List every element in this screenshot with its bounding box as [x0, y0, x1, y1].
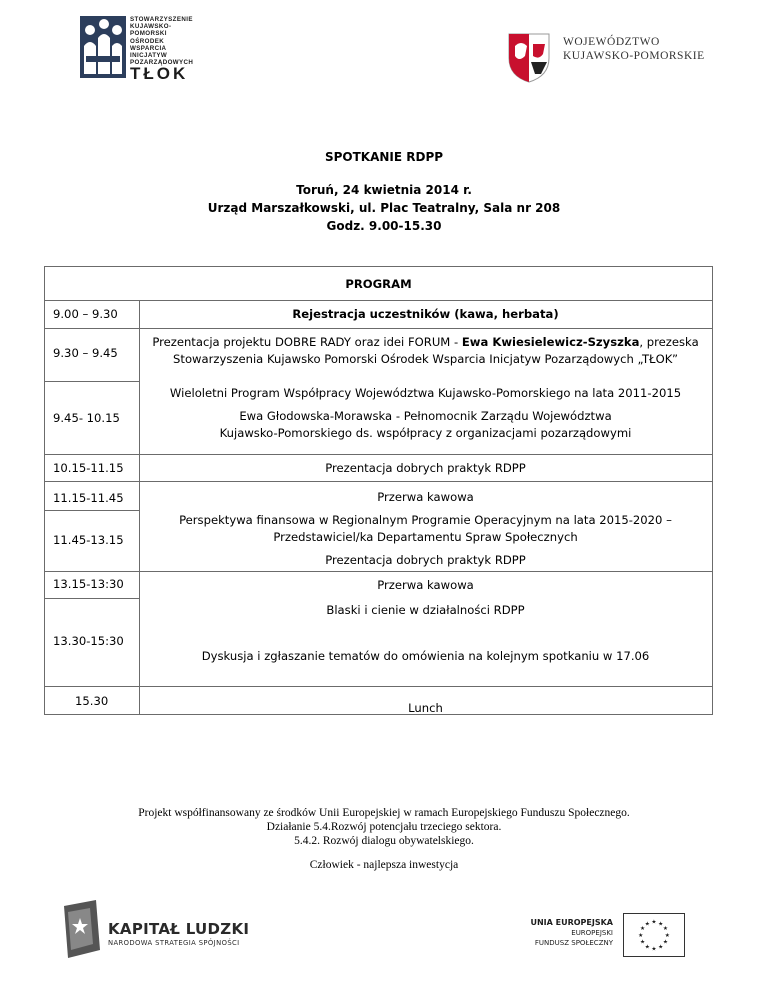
row-time: 11.15-11.45: [53, 491, 124, 505]
svg-text:★: ★: [639, 939, 646, 946]
region-crest-icon: [505, 32, 553, 84]
meta-date: Toruń, 24 kwietnia 2014 r.: [296, 183, 472, 197]
eu-logo-text: [530, 918, 613, 948]
tlok-logo-mark: [80, 16, 126, 78]
kapital-ludzki-title: KAPITAŁ LUDZKI: [108, 920, 250, 938]
row-text: Kujawsko-Pomorskiego ds. współpracy z organizacjami pozarządowymi: [219, 426, 632, 440]
svg-text:★: ★: [658, 921, 664, 928]
row-time: 9.30 – 9.45: [53, 346, 118, 360]
row-text: [139, 334, 712, 350]
row-time: 10.15-11.15: [53, 461, 124, 475]
region-logo-text: [563, 35, 705, 63]
table-rule: [45, 686, 712, 687]
program-table: [44, 266, 713, 715]
footer-line: 5.4.2. Rozwój dialogu obywatelskiego.: [294, 835, 474, 847]
svg-text:★: ★: [664, 932, 670, 939]
row-text: Lunch: [408, 701, 443, 715]
tlok-name: TŁOK: [130, 64, 189, 83]
table-rule: [45, 510, 139, 511]
tlok-logo-text: [130, 16, 193, 66]
tlok-line: STOWARZYSZENIE: [130, 16, 193, 23]
tlok-line: KUJAWSKO-: [130, 23, 172, 31]
table-rule: [45, 300, 712, 301]
svg-text:★: ★: [644, 921, 650, 928]
row-text: Przedstawiciel/ka Departamentu Spraw Społecznych: [273, 530, 578, 544]
row-text: Przerwa kawowa: [377, 490, 474, 504]
table-rule: [45, 328, 712, 329]
eu-logo: [525, 913, 685, 961]
row-text: Ewa Głodowska-Morawska - Pełnomocnik Zarządu Województwa: [239, 409, 612, 423]
svg-text:★: ★: [638, 932, 644, 939]
eu-logo-line: EUROPEJSKI: [571, 929, 613, 937]
tlok-line: INICJATYW: [130, 52, 168, 60]
footer-line: Projekt współfinansowany ze środków Unii Europejskiej w ramach Europejskiego Funduszu Społecznego.: [138, 807, 630, 819]
region-logo-line: WOJEWÓDZTWO: [563, 36, 660, 48]
kapital-ludzki-flag-icon: [60, 900, 104, 960]
table-rule: [45, 381, 139, 382]
row-text-part: , prezeska: [639, 335, 699, 349]
tlok-line: OŚRODEK: [130, 37, 165, 45]
row-time: 11.45-13.15: [53, 533, 124, 547]
eu-logo-line: UNIA EUROPEJSKA: [530, 918, 613, 927]
tlok-line: POZARZĄDOWYCH: [130, 59, 194, 67]
svg-text:★: ★: [639, 926, 646, 933]
row-time: 9.45- 10.15: [53, 411, 120, 425]
row-text-speaker: Ewa Kwiesielewicz-Szyszka: [461, 335, 640, 349]
row-time: 13.30-15:30: [53, 634, 124, 648]
region-logo-line: KUJAWSKO-POMORSKIE: [563, 50, 705, 62]
eu-logo-line: FUNDUSZ SPOŁECZNY: [534, 939, 613, 947]
row-text: Stowarzyszenia Kujawsko Pomorski Ośrodek Wsparcia Inicjatyw Pozarządowych „TŁOK”: [173, 352, 678, 366]
row-text: Wieloletni Program Współpracy Województwa Kujawsko-Pomorskiego na lata 2011-2015: [169, 386, 682, 400]
footer-slogan: Człowiek - najlepsza inwestycja: [309, 859, 459, 871]
svg-text:★: ★: [662, 926, 669, 933]
row-text: Prezentacja dobrych praktyk RDPP: [325, 553, 526, 567]
page-title: SPOTKANIE RDPP: [324, 150, 444, 164]
svg-text:★: ★: [651, 946, 657, 953]
svg-text:★: ★: [644, 944, 650, 951]
meta-venue: Urząd Marszałkowski, ul. Plac Teatralny, Sala nr 208: [207, 201, 561, 215]
kapital-ludzki-subtitle: NARODOWA STRATEGIA SPÓJNOŚCI: [108, 939, 240, 947]
row-text: Blaski i cienie w działalności RDPP: [326, 603, 525, 617]
row-time: 15.30: [75, 694, 109, 708]
row-text-part: Prezentacja projektu DOBRE RADY oraz idei FORUM -: [152, 335, 462, 349]
row-time: 13.15-13:30: [53, 577, 124, 591]
svg-text:★: ★: [658, 944, 664, 951]
eu-flag-icon: [623, 913, 685, 957]
kapital-ludzki-logo: [60, 900, 280, 962]
tlok-logo: [80, 14, 200, 84]
table-rule: [45, 598, 139, 599]
table-rule: [45, 454, 712, 455]
row-text: Perspektywa finansowa w Regionalnym Programie Operacyjnym na lata 2015-2020 –: [179, 513, 672, 527]
row-text: Dyskusja i zgłaszanie tematów do omówienia na kolejnym spotkaniu w 17.06: [201, 649, 650, 663]
row-text: Przerwa kawowa: [377, 578, 474, 592]
svg-text:★: ★: [662, 939, 669, 946]
svg-text:★: ★: [651, 919, 657, 926]
meta-hours: Godz. 9.00-15.30: [326, 219, 442, 233]
table-rule: [45, 481, 712, 482]
tlok-line: POMORSKI: [130, 30, 167, 38]
tlok-line: WSPARCIA: [130, 44, 167, 52]
table-rule: [45, 571, 712, 572]
region-logo: [505, 32, 715, 84]
row-time: 9.00 – 9.30: [53, 307, 118, 321]
row-text: Rejestracja uczestników (kawa, herbata): [292, 307, 559, 321]
row-text: Prezentacja dobrych praktyk RDPP: [325, 461, 526, 475]
footer-line: Działanie 5.4.Rozwój potencjału trzeciego sektora.: [266, 821, 502, 833]
program-heading: PROGRAM: [345, 277, 412, 291]
